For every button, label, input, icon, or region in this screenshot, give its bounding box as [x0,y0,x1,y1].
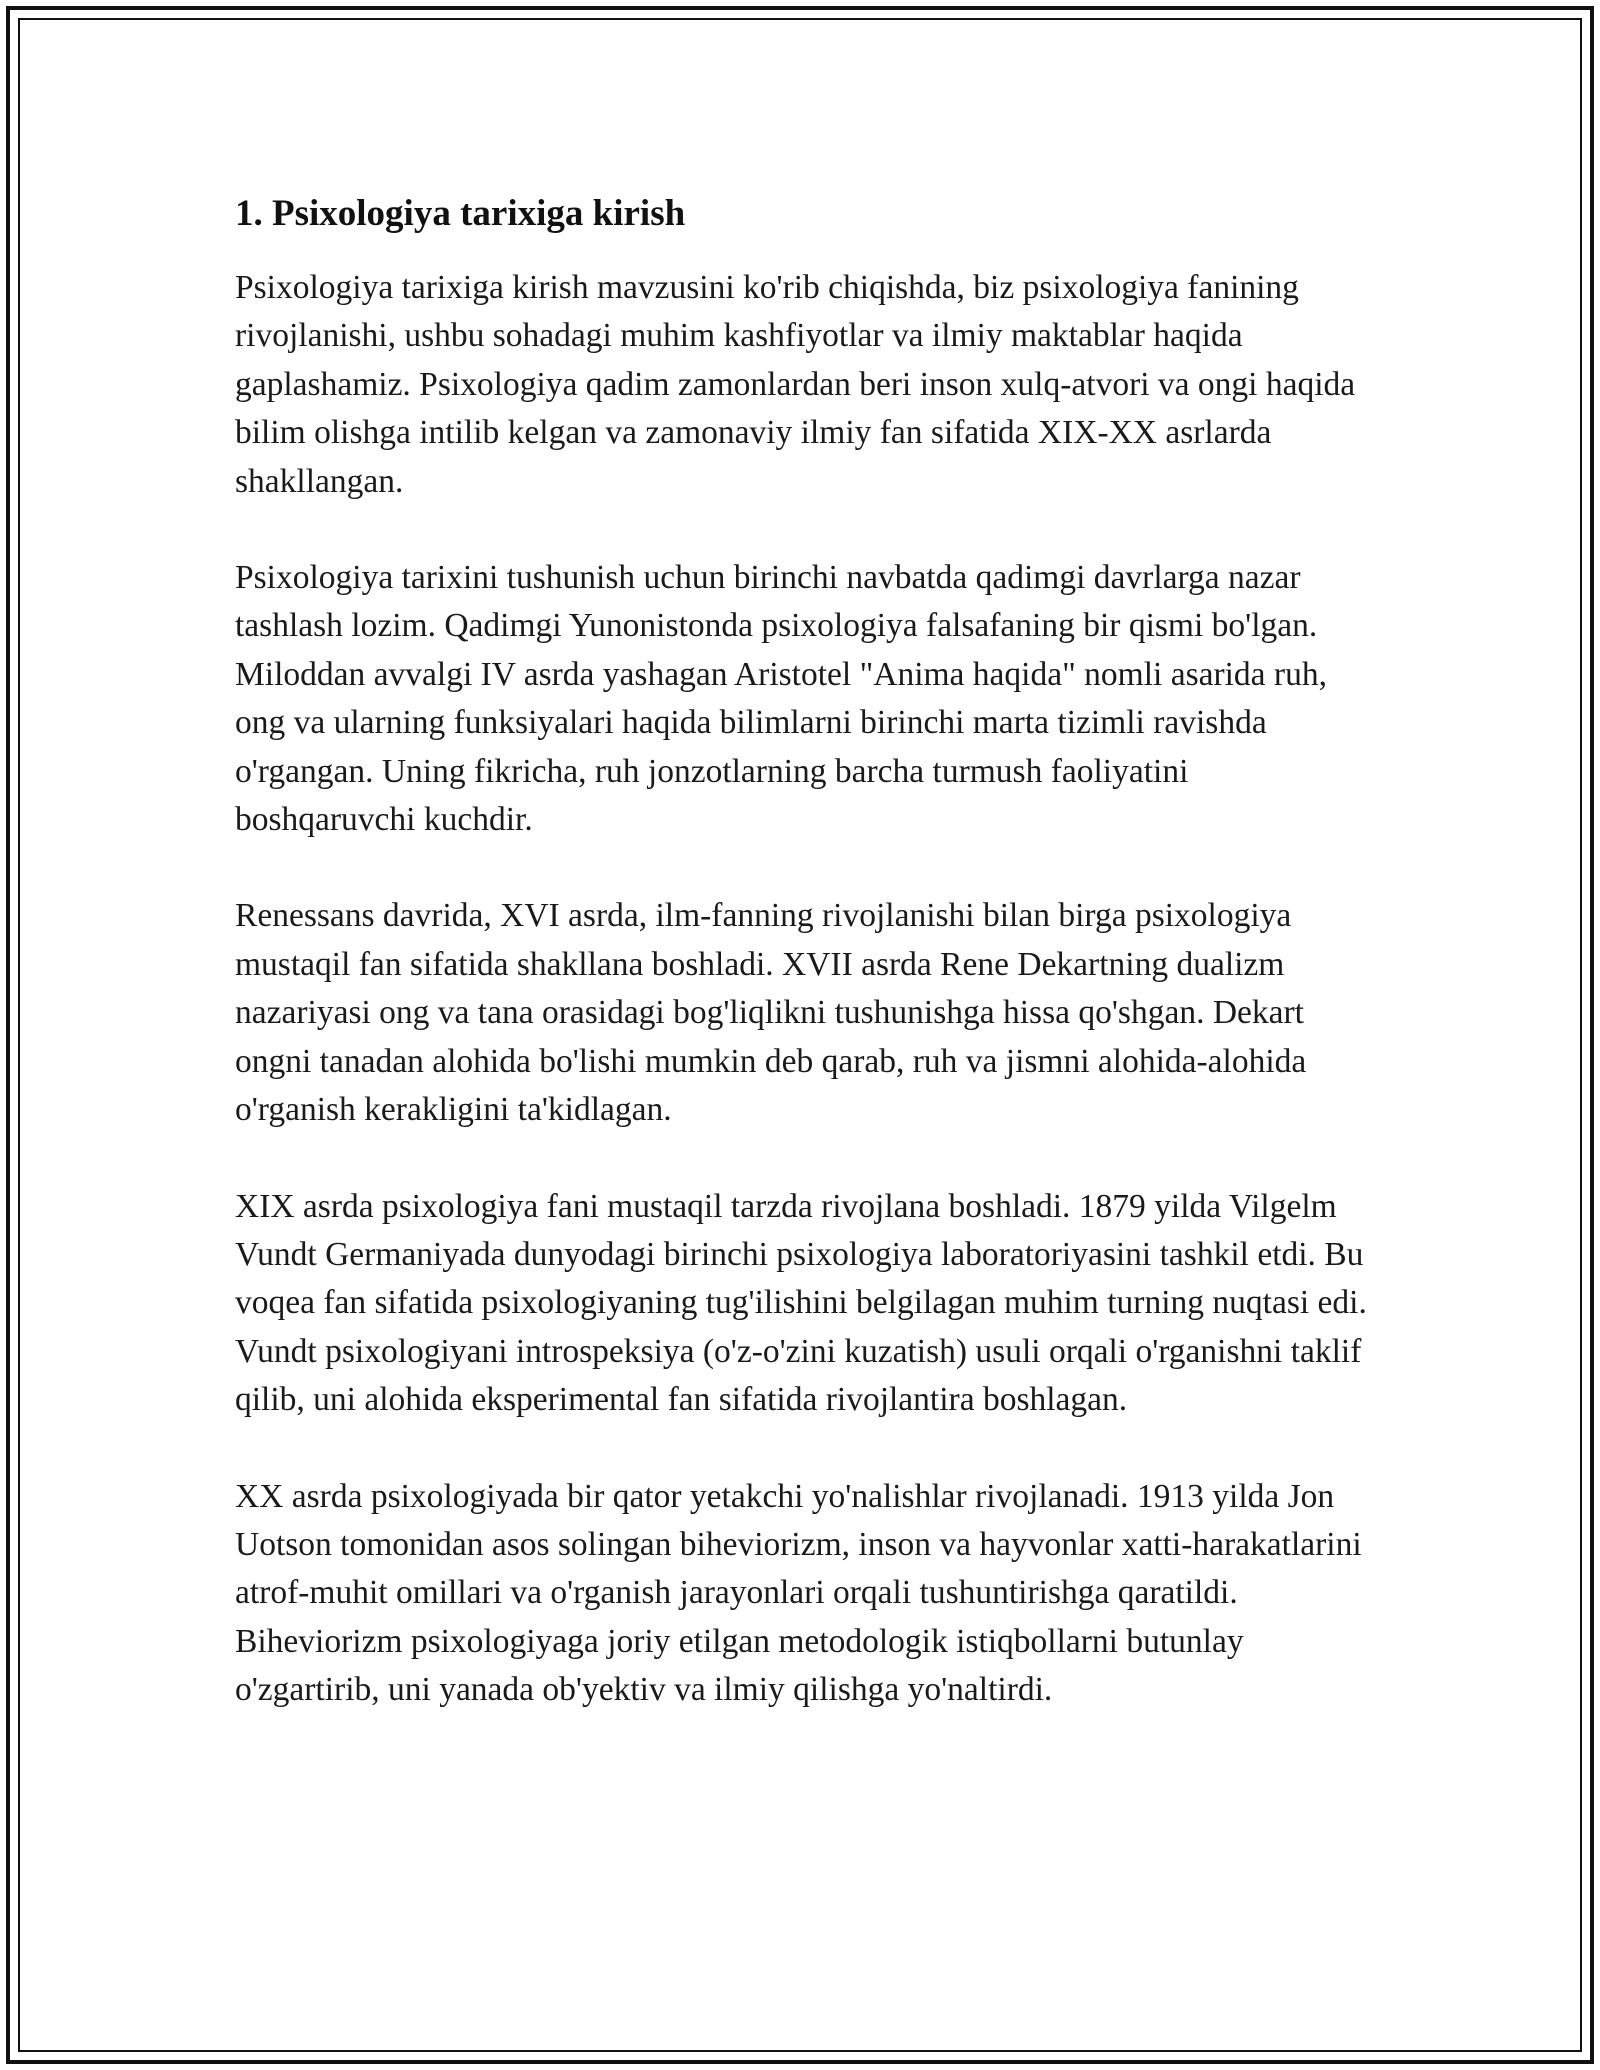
paragraph-ancient-times: Psixologiya tarixini tushunish uchun birinchi navbatda qadimgi davrlarga nazar tashlash lozim. Qadimgi Yunonistonda psixologiya falsafaning bir qismi bo'lgan. Miloddan avvalgi IV asrda yashagan Aristotel "Anima haqida" nomli asarida ruh, ong va ularning funksiyalari haqida bilimlarni birinchi marta tizimli ravishda o'rgangan. Uning fikricha, ruh jonzotlarning barcha turmush faoliyatini boshqaruvchi kuchdir. [235,559,1327,839]
document-body [235,188,1375,1715]
paragraph-twentieth-century: XX asrda psixologiyada bir qator yetakchi yo'nalishlar rivojlanadi. 1913 yilda Jon Uotson tomonidan asos solingan biheviorizm, inson va hayvonlar xatti-harakatlarini atrof-muhit omillari va o'rganish jarayonlari orqali tushuntirishga qaratildi. Biheviorizm psixologiyaga joriy etilgan metodologik istiqbollarni butunlay o'zgartirib, uni yanada ob'yektiv va ilmiy qilishga yo'naltirdi. [235,1477,1362,1709]
paragraph-nineteenth-century: XIX asrda psixologiya fani mustaqil tarzda rivojlana boshladi. 1879 yilda Vilgelm Vundt Germaniyada dunyodagi birinchi psixologiya laboratoriyasini tashkil etdi. Bu voqea fan sifatida psixologiyaning tug'ilishini belgilagan muhim turning nuqtasi edi. Vundt psixologiyani introspeksiya (o'z-o'zini kuzatish) usuli orqali o'rganishni taklif qilib, uni alohida eksperimental fan sifatida rivojlantira boshlagan. [235,1187,1367,1419]
paragraph-renaissance: Renessans davrida, XVI asrda, ilm-fanning rivojlanishi bilan birga psixologiya mustaqil fan sifatida shakllana boshladi. XVII asrda Rene Dekartning dualizm nazariyasi ong va tana orasidagi bog'liqlikni tushunishga hissa qo'shgan. Dekart ongni tanadan alohida bo'lishi mumkin deb qarab, ruh va jismni alohida-alohida o'rganish kerakligini ta'kidlagan. [235,897,1307,1129]
paragraph-introduction: Psixologiya tarixiga kirish mavzusini ko'rib chiqishda, biz psixologiya fanining rivojlanishi, ushbu sohadagi muhim kashfiyotlar va ilmiy maktablar haqida gaplashamiz. Psixologiya qadim zamonlardan beri inson xulq-atvori va ongi haqida bilim olishga intilib kelgan va zamonaviy ilmiy fan sifatida XIX-XX asrlarda shakllangan. [235,269,1356,500]
section-heading: 1. Psixologiya tarixiga kirish [235,193,686,234]
